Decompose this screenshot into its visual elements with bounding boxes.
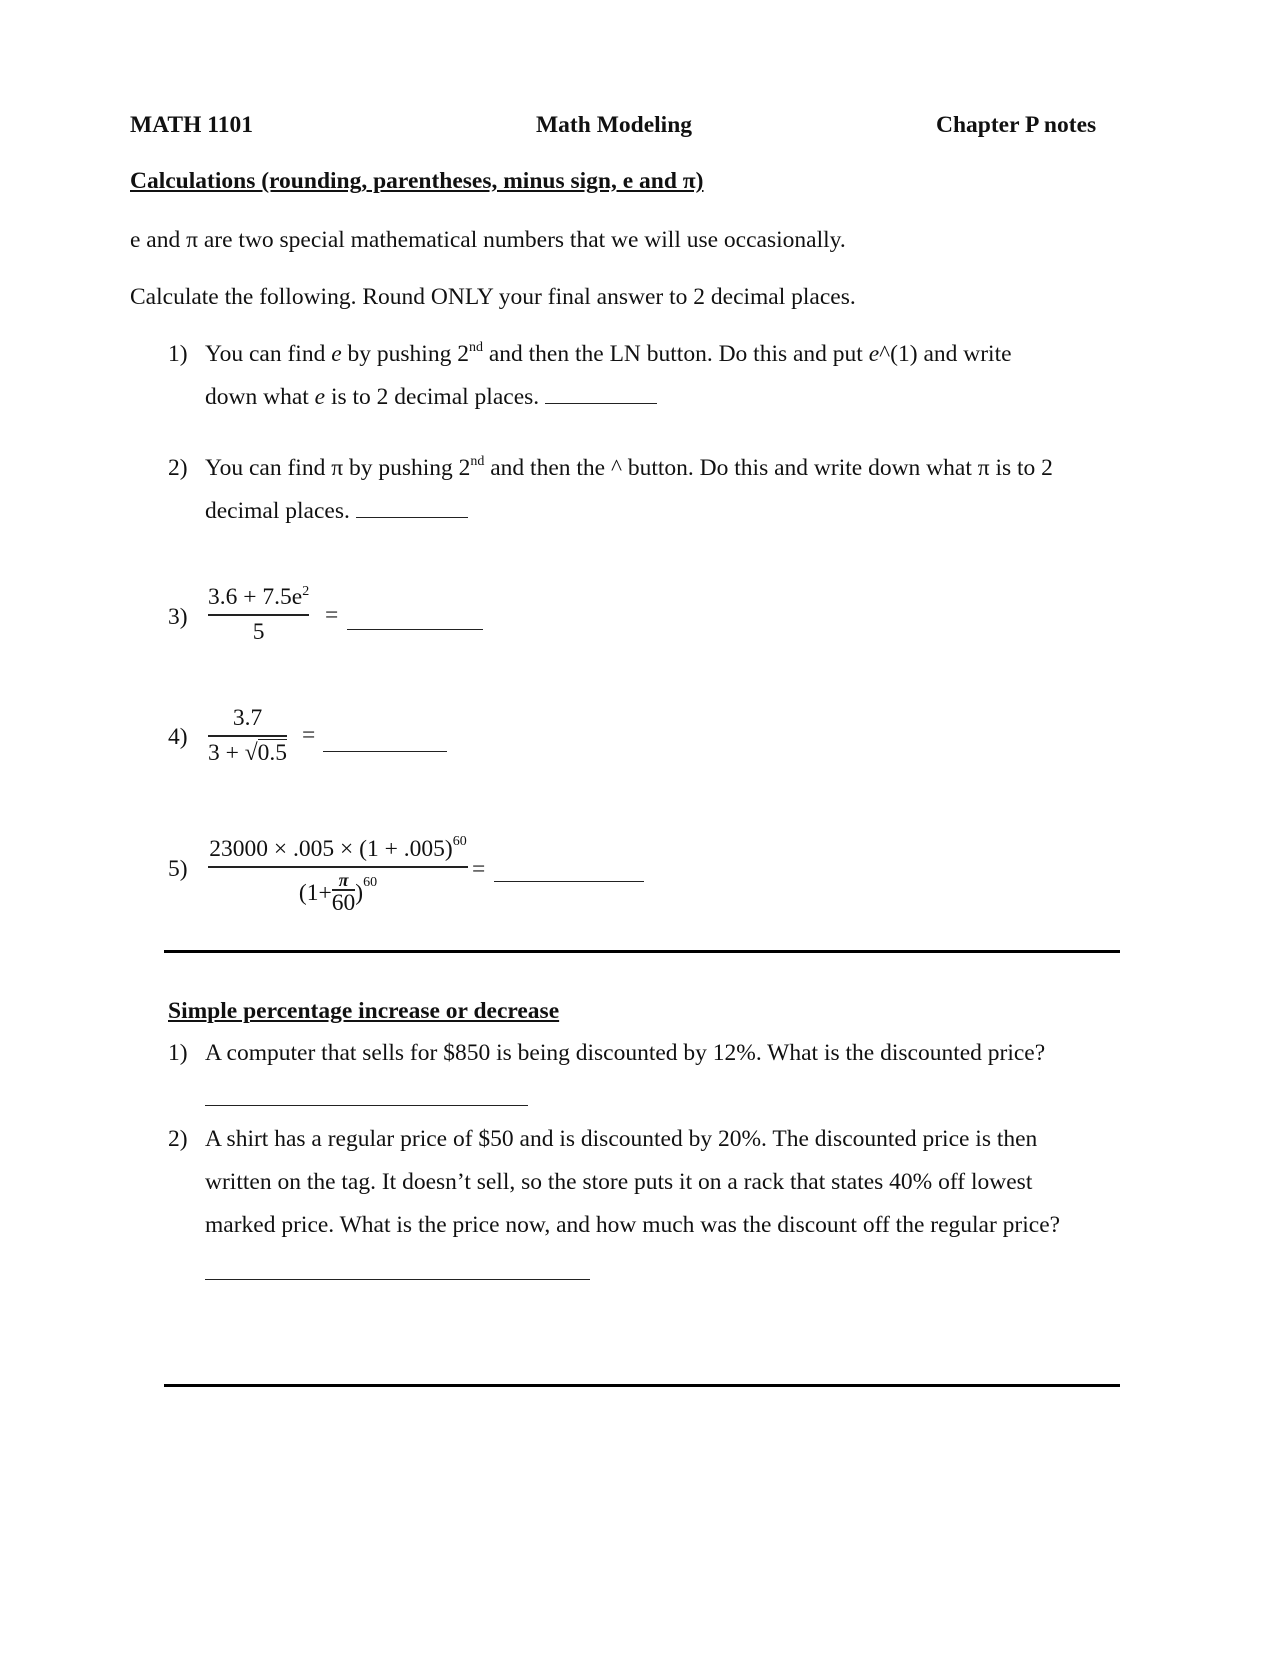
equals-sign: = [302, 722, 316, 748]
question-text: A shirt has a regular price of $50 and is discounted by 20%. The discounted price is then [205, 1126, 1038, 1152]
section-heading-percentage: Simple percentage increase or decrease [168, 998, 560, 1024]
item-number: 4) [168, 724, 188, 750]
section-heading-calculations: Calculations (rounding, parentheses, minus sign, e and π) [130, 168, 704, 194]
question-2-line-2: decimal places. [205, 498, 468, 525]
question-text: written on the tag. It doesn’t sell, so the store puts it on a rack that states 40% off lowest [205, 1169, 1033, 1195]
answer-blank[interactable] [347, 628, 483, 630]
fraction-5: $23000 \times .005 \times (1 + .005)^{60}$ (1+ π 60 ) 60 [209, 834, 467, 916]
equals-sign: = [325, 602, 339, 628]
item-number: 1) [168, 341, 188, 367]
item-number: 1) [168, 1040, 188, 1066]
question-2-line-1: You can find π by pushing 2nd and then the ^ button. Do this and write down what π is to 2 [205, 454, 1053, 481]
section-divider [164, 950, 1120, 953]
answer-blank[interactable] [205, 1104, 528, 1106]
section-divider [164, 1384, 1120, 1387]
intro-text: e and π are two special mathematical numbers that we will use occasionally. [130, 227, 846, 253]
answer-blank[interactable] [205, 1278, 590, 1280]
item-number: 5) [168, 856, 188, 882]
answer-blank[interactable] [356, 516, 468, 518]
fraction-3: $3.6 + 7.5e^2$ 5 [208, 584, 310, 645]
question-1-line-2: down what e is to 2 decimal places. [205, 384, 657, 411]
item-number: 2) [168, 1126, 188, 1152]
course-title: Math Modeling [536, 112, 693, 138]
answer-blank[interactable] [323, 750, 447, 752]
question-text: marked price. What is the price now, and how much was the discount off the regular price? [205, 1212, 1061, 1238]
equals-sign: = [472, 856, 486, 882]
answer-blank[interactable] [494, 880, 644, 882]
instruction-text: Calculate the following. Round ONLY your final answer to 2 decimal places. [130, 284, 856, 310]
item-number: 3) [168, 604, 188, 630]
course-code: MATH 1101 [130, 112, 253, 138]
answer-blank[interactable] [545, 402, 657, 404]
question-1-line-1: You can find e by pushing 2nd and then the LN button. Do this and put e^(1) and write [205, 340, 1012, 367]
question-text: A computer that sells for $850 is being discounted by 12%. What is the discounted price? [205, 1040, 1046, 1066]
fraction-4: 3.7 3 + √0.5 [208, 705, 288, 766]
chapter-label: Chapter P notes [936, 112, 1097, 138]
item-number: 2) [168, 455, 188, 481]
